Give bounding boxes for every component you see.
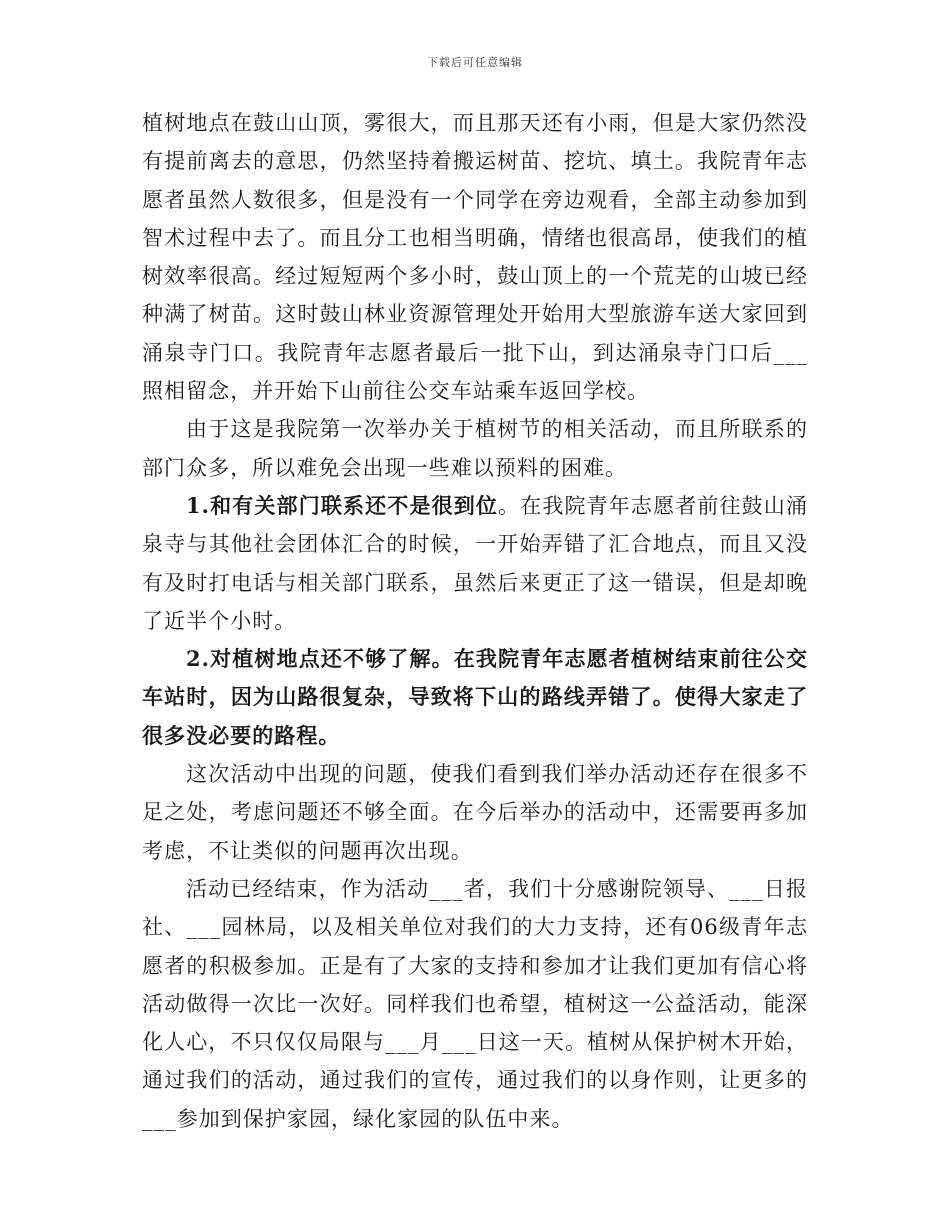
issue-1-heading: 1.和有关部门联系还不是很到位 [186,492,499,518]
paragraph-difficulties-intro: 由于这是我院第一次举办关于植树节的相关活动，而且所联系的部门众多，所以难免会出现一些难以预料的困难。 [142,417,808,480]
page-header: 下载后可任意编辑 [427,56,523,69]
paragraph-issue-2: 2.对植树地点还不够了解。在我院青年志愿者植树结束前往公交车站时，因为山路很复杂，导致将下山的路线弄错了。使得大家走了很多没必要的路程。 [142,646,808,748]
paragraph-lessons: 这次活动中出现的问题，使我们看到我们举办活动还存在很多不足之处，考虑问题还不够全面。在今后举办的活动中，还需要再多加考虑，不让类似的问题再次出现。 [142,762,808,863]
paragraph-issue-1 [142,487,808,640]
issue-1-text: 。在我院青年志愿者前往鼓山涌泉寺与其他社会团体汇合的时候，一开始弄错了汇合地点，而且又没有及时打电话与相关部门联系，虽然后来更正了这一错误，但是却晚了近半个小时。 [142,493,809,633]
paragraph-thanks: 活动已经结束，作为活动___者，我们十分感谢院领导、___日报社、___园林局，以及相关单位对我们的大力支持，还有06级青年志愿者的积极参加。正是有了大家的支持和参加才让我们更加有信心将活动做得一次比一次好。同样我们也希望，植树这一公益活动，能深化人心，不只仅仅局限与___月___日这一天。植树从保护树木开始，通过我们的活动，通过我们的宣传，通过我们的以身作则，让更多的___参加到保护家园，绿化家园的队伍中来。 [142,876,808,1131]
paragraph-planting-site: 植树地点在鼓山山顶，雾很大，而且那天还有小雨，但是大家仍然没有提前离去的意思，仍然坚持着搬运树苗、挖坑、填土。我院青年志愿者虽然人数很多，但是没有一个同学在旁边观看，全部主动参加到智术过程中去了。而且分工也相当明确，情绪也很高昂，使我们的植树效率很高。经过短短两个多小时，鼓山顶上的一个荒芜的山坡已经种满了树苗。这时鼓山林业资源管理处开始用大型旅游车送大家回到涌泉寺门口。我院青年志愿者最后一批下山，到达涌泉寺门口后___照相留念，并开始下山前往公交车站乘车返回学校。 [142,111,808,404]
document-body [142,104,808,1138]
